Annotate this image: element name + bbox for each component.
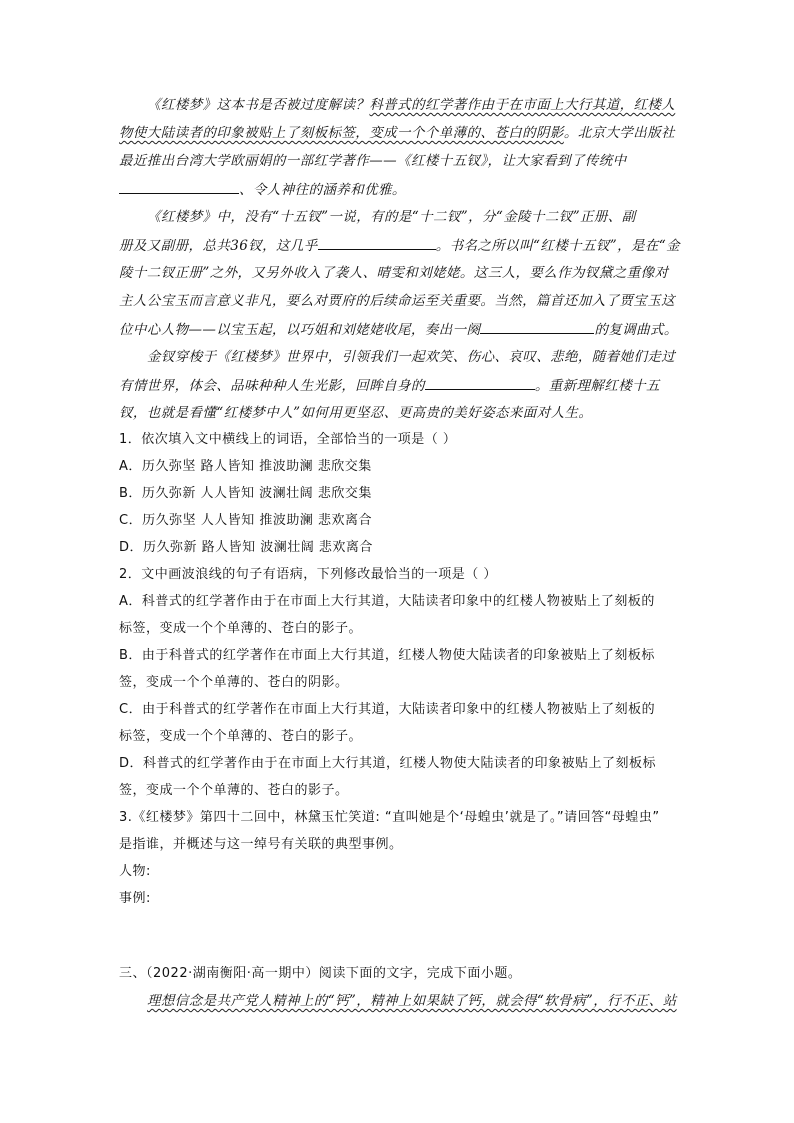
passage-p3-line3: 钗，也就是看懂“红楼梦中人”如何用更坚忍、更高贵的美好姿态来面对人生。 xyxy=(119,405,593,421)
fill-blank-4[interactable] xyxy=(425,376,535,390)
passage-text: 。书名之所以叫“红楼十五钗”，是在“金 xyxy=(435,238,680,254)
passage-p1-line3: 最近推出台湾大学欧丽娟的一部红学著作——《红楼十五钗》，让大家看到了传统中 xyxy=(119,153,627,169)
q3-person-label: 人物: xyxy=(119,864,151,879)
section3-first-line xyxy=(147,992,677,1010)
passage-text: 位中心人物——以宝玉起，以巧姐和刘姥姥收尾，奏出一阕 xyxy=(119,322,481,338)
q3-stem-line1: 3.《红楼梦》第四十二回中，林黛玉忙笑道: “直叫她是个‘母蝗虫’就是了。”请回答“母蝗虫” xyxy=(119,810,660,825)
q3-stem-line2: 是指谁，并概述与这一绰号有关联的典型事例。 xyxy=(119,837,403,852)
q2-option-b-line2[interactable]: 签，变成一个个单薄的、苍白的阴影。 xyxy=(119,675,349,690)
fill-blank-2[interactable] xyxy=(318,236,436,250)
passage-text: 的复调曲式。 xyxy=(594,322,678,338)
q2-option-d-line1[interactable]: D．科普式的红学著作由于在市面上大行其道，红楼人物使大陆读者的印象被贴上了刻板标 xyxy=(119,756,657,771)
q2-stem: 2．文中画波浪线的句子有语病，下列修改最恰当的一项是（ ） xyxy=(119,567,497,582)
passage-text: 有情世界，体会、品味种种人生光影，回眸自身的 xyxy=(119,378,425,394)
passage-p2-line3: 陵十二钗正册”之外，又另外收入了袭人、晴雯和刘姥姥。这三人，要么作为钗黛之重像对 xyxy=(119,265,669,281)
fill-blank-3[interactable] xyxy=(480,320,594,334)
wavy-underlined-sentence: 科普式的红学著作由于在市面上大行其道，红楼人 xyxy=(369,97,676,113)
passage-p2-line5 xyxy=(119,320,678,339)
passage-text: 、令人神往的涵养和优雅。 xyxy=(239,182,406,198)
q2-option-a-line2[interactable]: 标签，变成一个个单薄的、苍白的影子。 xyxy=(119,621,363,636)
q1-option-a[interactable]: A．历久弥坚 路人皆知 推波助澜 悲欣交集 xyxy=(119,459,372,474)
passage-p3-line1: 金钗穿梭于《红楼梦》世界中，引领我们一起欢笑、伤心、哀叹、悲绝，随着她们走过 xyxy=(147,349,676,365)
wavy-underlined-sentence: 物使大陆读者的印象被贴上了刻板标签，变成一个个单薄的、苍白的阴影 xyxy=(119,125,564,141)
passage-text: 《红楼梦》这本书是否被过度解读？ xyxy=(147,97,370,113)
q1-option-d[interactable]: D．历久弥新 路人皆知 波澜壮阔 悲欢离合 xyxy=(119,540,373,555)
passage-p2-line4: 主人公宝玉而言意义非凡，要么对贾府的后续命运至关重要。当然，篇首还加入了贾宝玉这 xyxy=(119,293,675,309)
passage-p3-line2 xyxy=(119,376,660,395)
section3-heading: 三、（2022·湖南衡阳·高一期中）阅读下面的文字，完成下面小题。 xyxy=(119,966,522,981)
q1-stem: 1．依次填入文中横线上的词语，全部恰当的一项是（ ） xyxy=(119,432,457,447)
q1-option-c[interactable]: C．历久弥坚 人人皆知 推波助澜 悲欢离合 xyxy=(119,513,372,528)
passage-p2-line1: 《红楼梦》中，没有“十五钗”一说，有的是“十二钗”，分“金陵十二钗”正册、副 xyxy=(147,209,636,225)
passage-text: 。重新理解红楼十五 xyxy=(534,378,660,394)
wavy-underlined-sentence: 理想信念是共产党人精神上的“钙”，精神上如果缺了钙，就会得“软骨病”，行不正、站 xyxy=(147,993,677,1009)
q2-option-c-line1[interactable]: C．由于科普式的红学著作在市面上大行其道，大陆读者印象中的红楼人物被贴上了刻板的 xyxy=(119,702,656,717)
q2-option-d-line2[interactable]: 签，变成一个个单薄的、苍白的影子。 xyxy=(119,783,349,798)
passage-text: 册及又副册，总共36钗，这几乎 xyxy=(119,238,318,254)
passage-p1-line4 xyxy=(119,180,406,199)
q2-option-b-line1[interactable]: B．由于科普式的红学著作在市面上大行其道，红楼人物使大陆读者的印象被贴上了刻板标 xyxy=(119,648,655,663)
fill-blank-1[interactable] xyxy=(119,180,239,194)
passage-p2-line2 xyxy=(119,236,680,255)
passage-p1-line2 xyxy=(119,124,675,142)
passage-p1-line1 xyxy=(147,96,675,114)
q3-example-label: 事例: xyxy=(119,891,151,906)
q2-option-a-line1[interactable]: A．科普式的红学著作由于在市面上大行其道，大陆读者印象中的红楼人物被贴上了刻板的 xyxy=(119,594,655,609)
q1-option-b[interactable]: B．历久弥新 人人皆知 波澜壮阔 悲欣交集 xyxy=(119,486,372,501)
passage-text: 。北京大学出版社 xyxy=(563,125,676,141)
q2-option-c-line2[interactable]: 标签，变成一个个单薄的、苍白的影子。 xyxy=(119,729,363,744)
